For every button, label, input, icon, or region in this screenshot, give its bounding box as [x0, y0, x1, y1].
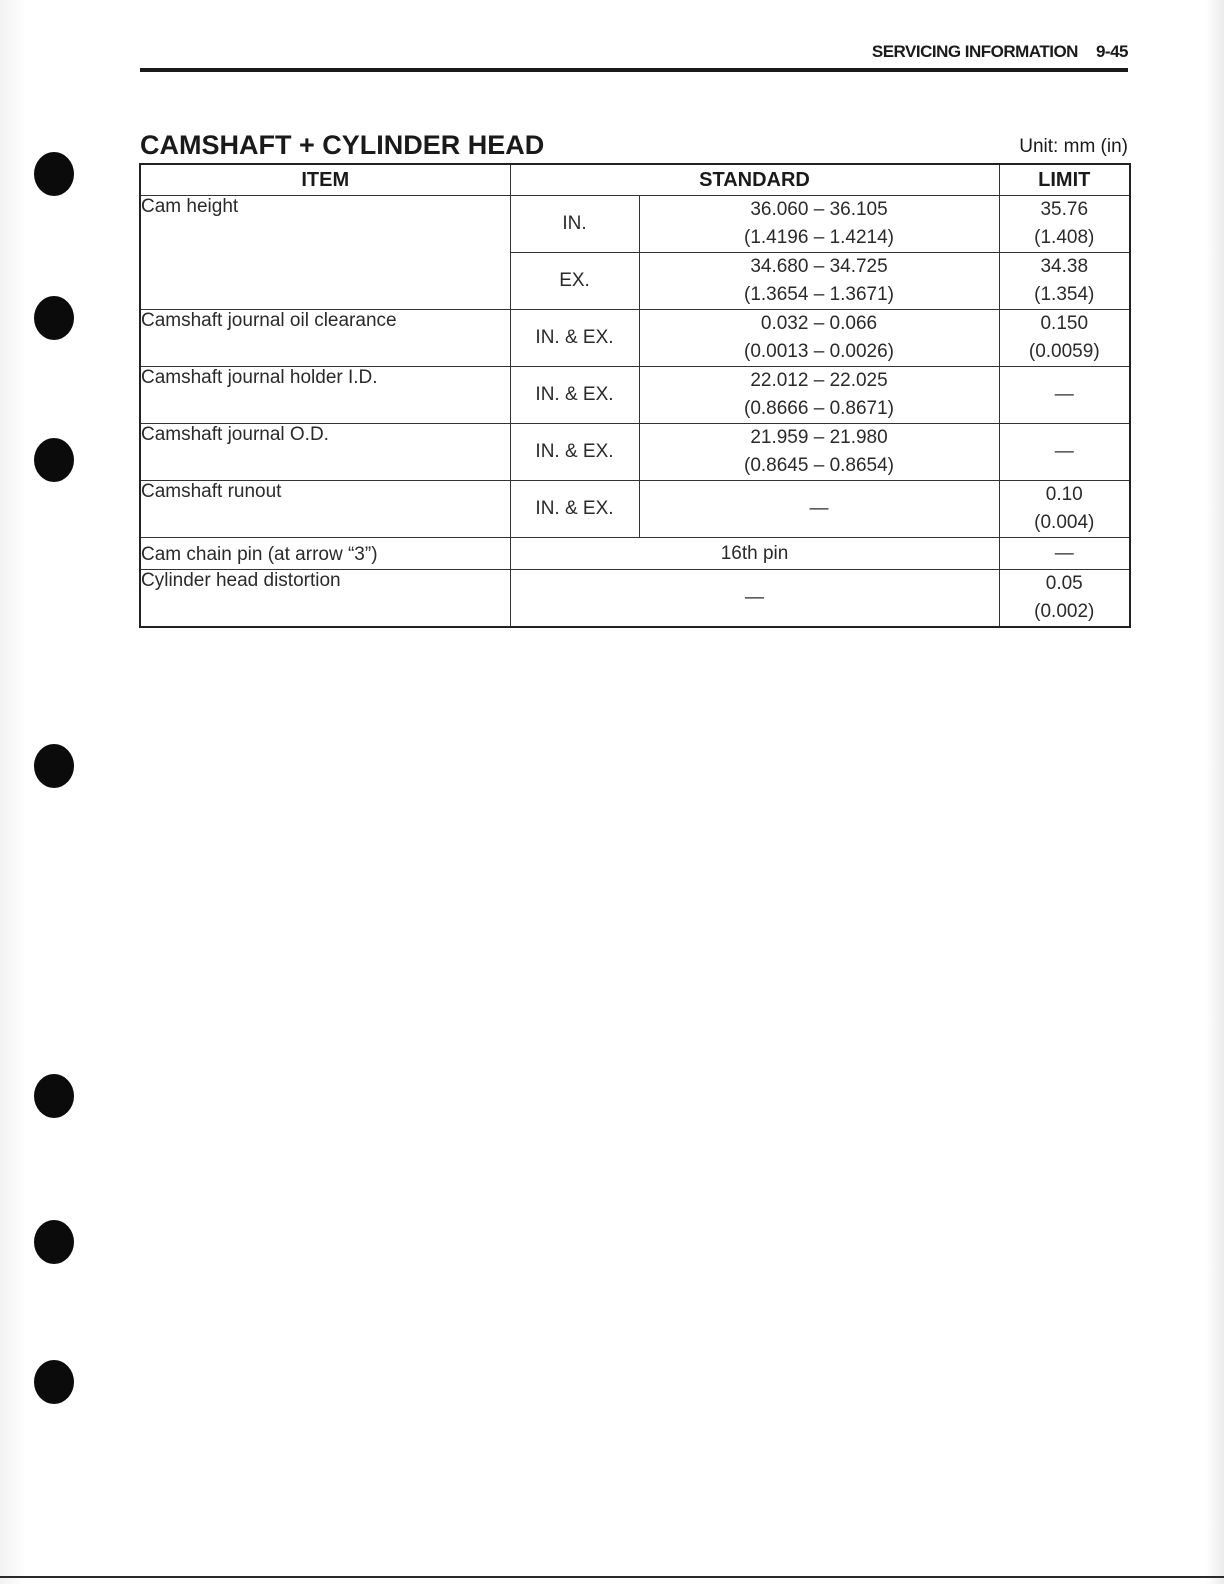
sub-cell: IN. & EX.: [510, 424, 639, 481]
section-title: CAMSHAFT + CYLINDER HEAD: [140, 130, 545, 160]
standard-cell: —: [639, 481, 999, 538]
item-cell: Camshaft journal holder I.D.: [140, 367, 510, 424]
limit-cell: —: [999, 538, 1130, 570]
item-cell: Camshaft journal O.D.: [140, 424, 510, 481]
standard-cell: [639, 424, 999, 481]
table-row: [140, 570, 1130, 628]
standard-cell: [639, 253, 999, 310]
header-section: SERVICING INFORMATION: [871, 42, 1078, 61]
item-cell: Cam chain pin (at arrow “3”): [140, 538, 510, 570]
limit-mm: 34.38: [1040, 256, 1089, 277]
table-row: [140, 310, 1130, 367]
limit-in: (1.408): [1034, 227, 1095, 248]
limit-mm: 0.05: [1045, 573, 1083, 594]
header-text: [872, 42, 1128, 62]
table-row: [140, 367, 1130, 424]
limit-mm: 0.10: [1045, 484, 1083, 505]
binder-hole: [34, 152, 74, 196]
limit-in: (1.354): [1034, 284, 1095, 305]
standard-mm: 34.680 – 34.725: [750, 256, 888, 277]
page-header: [140, 40, 1128, 72]
sub-cell: IN. & EX.: [510, 367, 639, 424]
limit-cell: [999, 196, 1130, 253]
limit-cell: [999, 310, 1130, 367]
table-row: [140, 481, 1130, 538]
header-limit: LIMIT: [999, 164, 1130, 196]
standard-cell: 16th pin: [510, 538, 999, 570]
limit-mm: 0.150: [1040, 313, 1089, 334]
standard-in: (0.8645 – 0.8654): [744, 455, 895, 476]
item-cell: Camshaft runout: [140, 481, 510, 538]
binder-hole: [34, 744, 74, 788]
standard-in: (1.3654 – 1.3671): [744, 284, 895, 305]
standard-cell: [639, 367, 999, 424]
header-page-number: 9-45: [1095, 42, 1128, 61]
limit-in: (0.0059): [1028, 341, 1100, 362]
sub-cell: IN. & EX.: [510, 310, 639, 367]
standard-cell: [639, 196, 999, 253]
limit-cell: [999, 253, 1130, 310]
standard-cell: —: [510, 570, 999, 628]
limit-cell: —: [999, 367, 1130, 424]
standard-in: (0.0013 – 0.0026): [744, 341, 895, 362]
unit-label: Unit: mm (in): [1019, 136, 1128, 157]
standard-cell: [639, 310, 999, 367]
table-header-row: [140, 164, 1130, 196]
binder-hole: [34, 438, 74, 482]
standard-mm: 22.012 – 22.025: [750, 370, 888, 391]
limit-cell: [999, 481, 1130, 538]
standard-mm: 0.032 – 0.066: [760, 313, 878, 334]
standard-in: (0.8666 – 0.8671): [744, 398, 895, 419]
binder-hole: [34, 296, 74, 340]
header-standard: STANDARD: [510, 164, 999, 196]
table-row: [140, 424, 1130, 481]
standard-mm: 36.060 – 36.105: [750, 199, 888, 220]
page-edge-right: [1206, 0, 1224, 1584]
limit-mm: 35.76: [1040, 199, 1089, 220]
sub-cell: IN.: [510, 196, 639, 253]
sub-cell: EX.: [510, 253, 639, 310]
item-cell: Camshaft journal oil clearance: [140, 310, 510, 367]
standard-in: (1.4196 – 1.4214): [744, 227, 895, 248]
standard-mm: 21.959 – 21.980: [750, 427, 888, 448]
limit-cell: [999, 570, 1130, 628]
limit-in: (0.004): [1034, 512, 1095, 533]
binder-hole: [34, 1220, 74, 1264]
binder-hole: [34, 1074, 74, 1118]
limit-in: (0.002): [1034, 601, 1095, 622]
spec-table: [139, 163, 1131, 628]
page-bottom-edge: [0, 1576, 1224, 1578]
item-cell: Cam height: [140, 196, 510, 310]
item-cell: Cylinder head distortion: [140, 570, 510, 628]
header-item: ITEM: [140, 164, 510, 196]
table-row: [140, 538, 1130, 570]
limit-cell: —: [999, 424, 1130, 481]
table-row: [140, 196, 1130, 253]
binder-hole: [34, 1360, 74, 1404]
sub-cell: IN. & EX.: [510, 481, 639, 538]
page-edge-left: [0, 0, 26, 1584]
